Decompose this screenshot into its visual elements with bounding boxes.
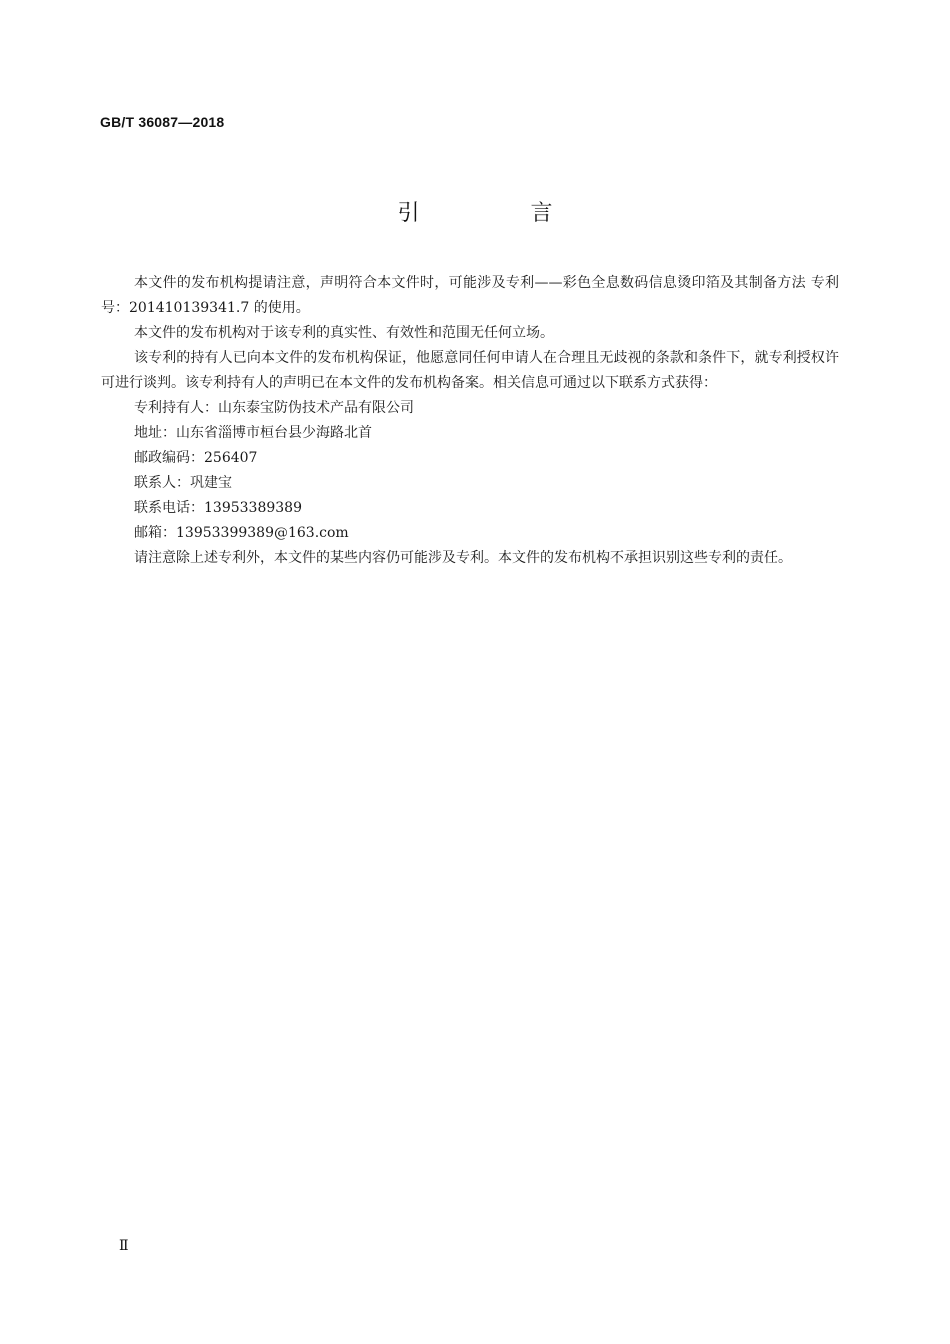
standard-code: GB/T 36087—2018 <box>100 114 225 130</box>
paragraph-other-patents: 请注意除上述专利外，本文件的某些内容仍可能涉及专利。本文件的发布机构不承担识别这些专利的责任。 <box>134 550 792 566</box>
paragraph-position: 本文件的发布机构对于该专利的真实性、有效性和范围无任何立场。 <box>134 325 554 341</box>
contact-email: 邮箱：13953399389@163.com <box>134 525 349 541</box>
paragraph-holder-assurance: 该专利的持有人已向本文件的发布机构保证，他愿意同任何申请人在合理且无歧视的条款和条件下，就专利授权许可进行谈判。该专利持有人的声明已在本文件的发布机构备案。相关信息可通过以下联系方式获得： <box>101 350 839 391</box>
page-number: Ⅱ <box>119 1239 129 1254</box>
contact-person: 联系人：巩建宝 <box>134 475 232 491</box>
document-body <box>101 271 839 571</box>
contact-postcode: 邮政编码：256407 <box>134 450 258 466</box>
contact-address: 地址：山东省淄博市桓台县少海路北首 <box>134 425 372 441</box>
contact-holder: 专利持有人：山东泰宝防伪技术产品有限公司 <box>134 400 414 416</box>
paragraph-patent-notice: 本文件的发布机构提请注意，声明符合本文件时，可能涉及专利——彩色全息数码信息烫印箔及其制备方法 专利号：201410139341.7 的使用。 <box>101 275 839 316</box>
contact-phone: 联系电话：13953389389 <box>134 500 302 516</box>
page-title: 引 言 <box>397 201 605 226</box>
